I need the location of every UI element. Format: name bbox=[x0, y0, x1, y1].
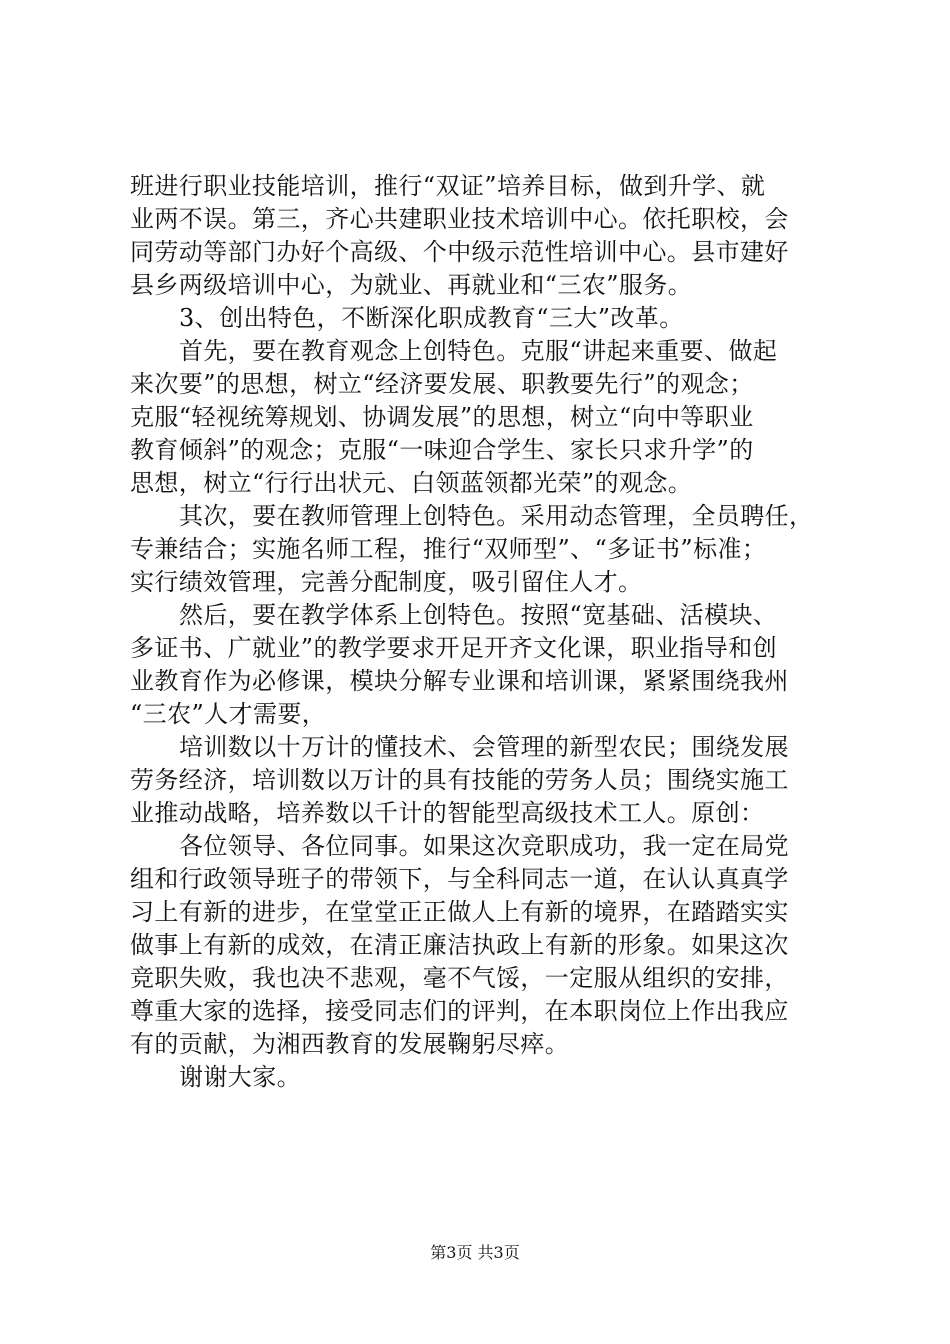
text-line: 谢谢大家。 bbox=[179, 1063, 301, 1091]
text-line: 习上有新的进步，在堂堂正正做人上有新的境界，在踏踏实实 bbox=[130, 898, 789, 926]
text-line: 劳务经济，培训数以万计的具有技能的劳务人员；围绕实施工 bbox=[130, 766, 789, 794]
text-line: 各位领导、各位同事。如果这次竞职成功，我一定在局党 bbox=[179, 832, 789, 860]
text-line: 业两不误。第三，齐心共建职业技术培训中心。依托职校，会 bbox=[130, 205, 789, 233]
text-line: 实行绩效管理，完善分配制度，吸引留住人才。 bbox=[130, 568, 643, 596]
text-line: 然后，要在教学体系上创特色。按照“宽基础、活模块、 bbox=[179, 601, 778, 629]
text-line: “三农”人才需要， bbox=[130, 700, 327, 728]
text-line: 克服“轻视统筹规划、协调发展”的思想，树立“向中等职业 bbox=[130, 403, 754, 431]
text-line: 尊重大家的选择，接受同志们的评判，在本职岗位上作出我应 bbox=[130, 997, 789, 1025]
text-line: 专兼结合；实施名师工程，推行“双师型”、“多证书”标准； bbox=[130, 535, 767, 563]
document-body bbox=[130, 170, 845, 1094]
text-line: 来次要”的思想，树立“经济要发展、职教要先行”的观念； bbox=[130, 370, 754, 398]
page-footer: 第3页 共3页 bbox=[430, 1243, 520, 1262]
text-line: 业推动战略，培养数以千计的智能型高级技术工人。原创： bbox=[130, 799, 765, 827]
text-line: 业教育作为必修课，模块分解专业课和培训课，紧紧围绕我州 bbox=[130, 667, 789, 695]
text-line: 培训数以十万计的懂技术、会管理的新型农民；围绕发展 bbox=[179, 733, 789, 761]
text-line: 班进行职业技能培训，推行“双证”培养目标，做到升学、就 bbox=[130, 172, 766, 200]
text-line: 同劳动等部门办好个高级、个中级示范性培训中心。县市建好 bbox=[130, 238, 789, 266]
text-line: 多证书、广就业”的教学要求开足开齐文化课，职业指导和创 bbox=[130, 634, 778, 662]
text-line: 3、创出特色，不断深化职成教育“三大”改革。 bbox=[179, 304, 684, 332]
text-line: 有的贡献，为湘西教育的发展鞠躬尽瘁。 bbox=[130, 1030, 570, 1058]
text-line: 做事上有新的成效，在清正廉洁执政上有新的形象。如果这次 bbox=[130, 931, 789, 959]
text-line: 组和行政领导班子的带领下，与全科同志一道，在认认真真学 bbox=[130, 865, 789, 893]
text-line: 竞职失败，我也决不悲观，毫不气馁，一定服从组织的安排， bbox=[130, 964, 789, 992]
text-line: 其次，要在教师管理上创特色。采用动态管理，全员聘任， bbox=[179, 502, 814, 530]
text-line: 县乡两级培训中心，为就业、再就业和“三农”服务。 bbox=[130, 271, 693, 299]
text-line: 首先，要在教育观念上创特色。克服“讲起来重要、做起 bbox=[179, 337, 778, 365]
text-line: 教育倾斜”的观念；克服“一味迎合学生、家长只求升学”的 bbox=[130, 436, 754, 464]
text-line: 思想，树立“行行出状元、白领蓝领都光荣”的观念。 bbox=[130, 469, 693, 497]
